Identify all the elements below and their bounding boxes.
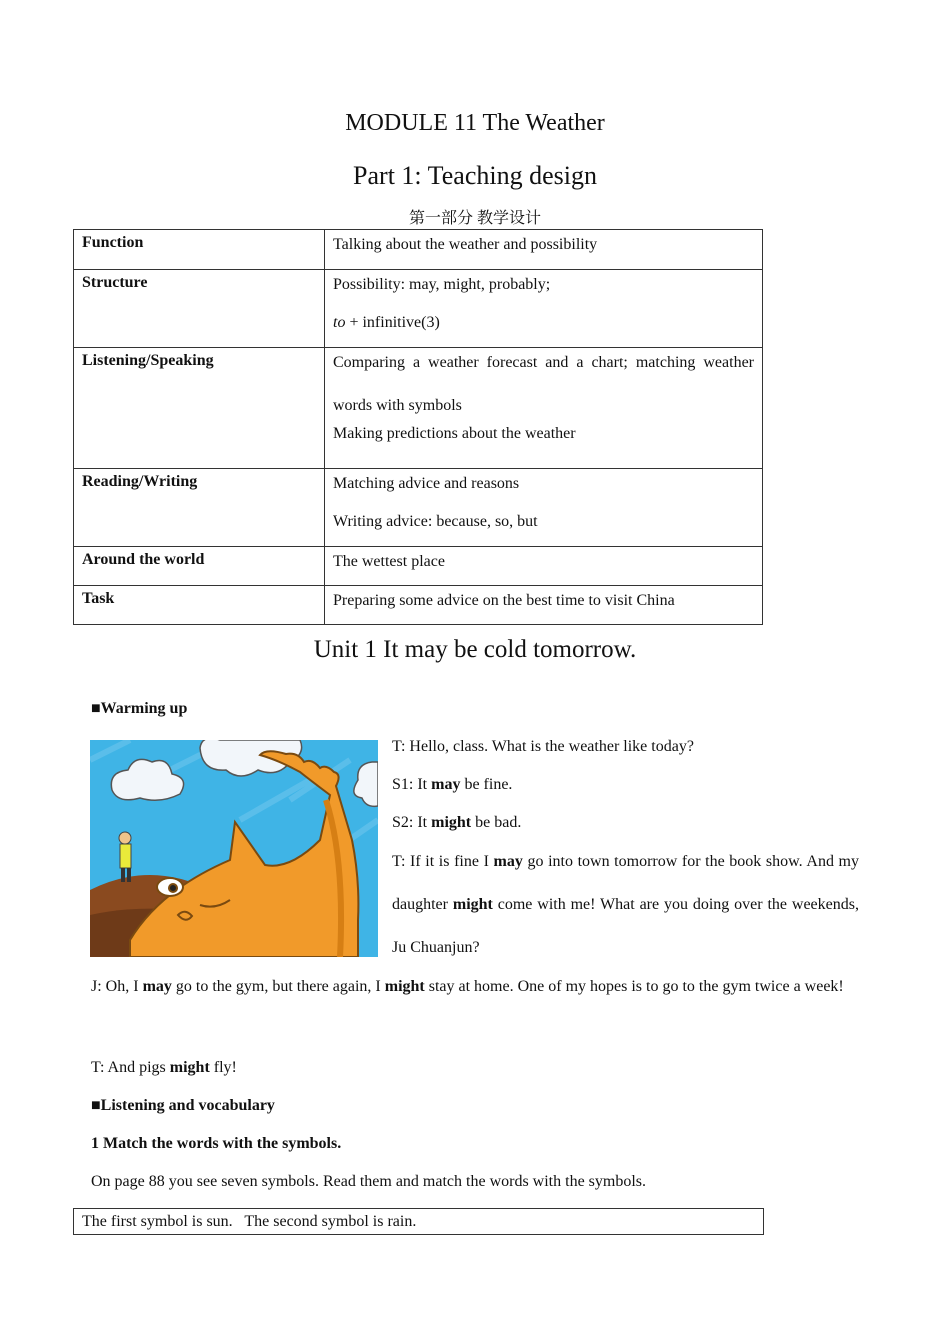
dialogue-ju: J: Oh, I may go to the gym, but there again, I might stay at home. One of my hopes is to go to the gym twice a week!: [91, 978, 844, 995]
unit-title: Unit 1 It may be cold tomorrow.: [313, 636, 637, 663]
row-content: The wettest place: [325, 547, 763, 586]
table-row: [74, 469, 763, 547]
listening-heading: ■Listening and vocabulary: [91, 1097, 275, 1114]
row-label: Around the world: [74, 547, 325, 586]
table-row: [74, 586, 763, 625]
row-content: Talking about the weather and possibility: [325, 230, 763, 270]
row-label: Structure: [74, 270, 325, 348]
row-label: Task: [74, 586, 325, 625]
dialogue-teacher-2: T: If it is fine I may go into town tomorrow for the book show. And my daughter might come with me! What are you doing over the weekends, Ju Chuanjun?: [392, 853, 860, 956]
row-label: Listening/Speaking: [74, 348, 325, 469]
part-title-chinese: 第一部分 教学设计: [408, 210, 541, 227]
warming-up-heading: ■Warming up: [91, 700, 188, 717]
dialogue-teacher-3: T: And pigs might fly!: [91, 1059, 237, 1076]
task-title: 1 Match the words with the symbols.: [91, 1135, 342, 1152]
table-row: [74, 230, 763, 270]
task-instruction: On page 88 you see seven symbols. Read them and match the words with the symbols.: [91, 1173, 647, 1190]
table-row: [74, 270, 763, 348]
row-label: Function: [74, 230, 325, 270]
row-label: Reading/Writing: [74, 469, 325, 547]
table-row: [74, 348, 763, 469]
table-row: [74, 547, 763, 586]
dialogue-student-1: S1: It may be fine.: [392, 776, 513, 793]
dialogue-teacher-1: T: Hello, class. What is the weather like today?: [392, 738, 694, 755]
teaching-design-table: [73, 229, 763, 625]
answer-box: The first symbol is sun. The second symbol is rain.: [73, 1208, 764, 1235]
part-title: Part 1: Teaching design: [353, 161, 597, 190]
row-content: Matching advice and reasons Writing advice: because, so, but: [325, 469, 763, 547]
row-content: Comparing a weather forecast and a chart; matching weather words with symbols Making predictions about the weather: [325, 348, 763, 469]
dialogue-student-2: S2: It might be bad.: [392, 814, 522, 831]
row-content: Possibility: may, might, probably; to + infinitive(3): [325, 270, 763, 348]
module-title: MODULE 11 The Weather: [345, 110, 605, 136]
row-content: Preparing some advice on the best time to visit China: [325, 586, 763, 625]
cartoon-illustration: [90, 740, 378, 957]
